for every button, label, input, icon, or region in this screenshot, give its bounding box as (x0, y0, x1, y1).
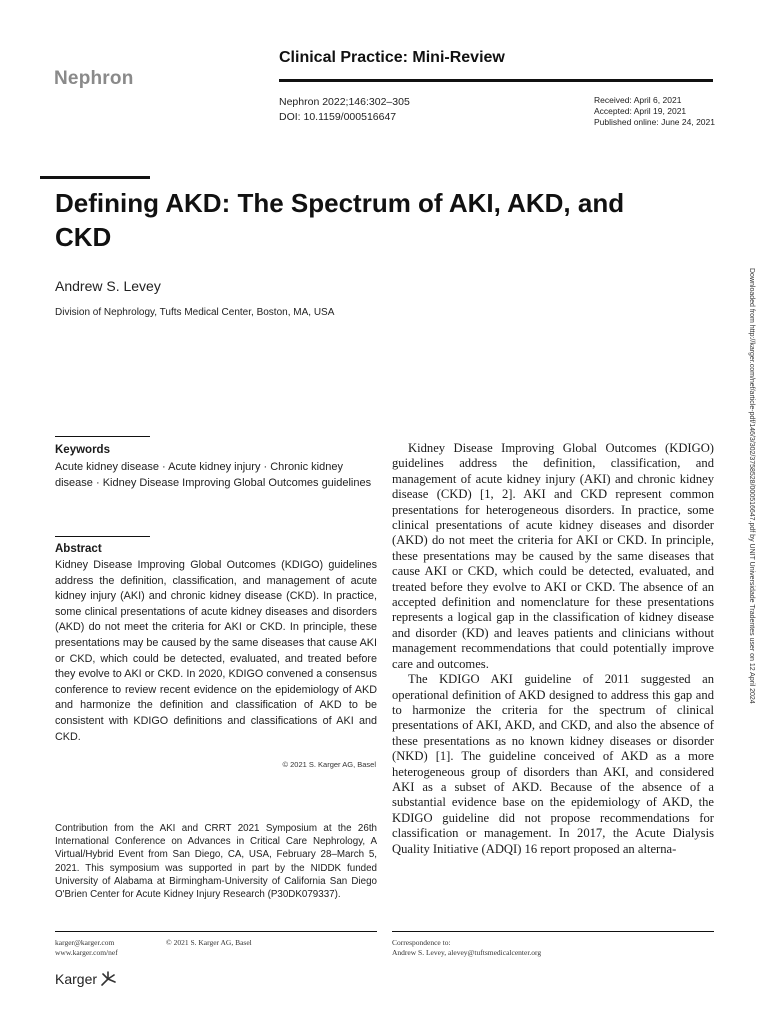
footer-copyright: © 2021 S. Karger AG, Basel (166, 938, 252, 947)
karger-logo (55, 970, 117, 988)
published-date: Published online: June 24, 2021 (594, 117, 715, 127)
footer-rule-right (392, 931, 714, 932)
keywords-heading: Keywords (55, 444, 110, 456)
correspondence-block (392, 938, 541, 958)
keywords-rule (55, 436, 150, 437)
abstract-text: Kidney Disease Improving Global Outcomes (KDIGO) guidelines address the definition, classification, and management of acute kidney injury (AKI) and chronic kidney disease (CKD). In practice, some clinical presentations of acute kidney diseases and disorders (AKD) do not meet the criteria for AKI or CKD. In principle, these presentations may be caused by the same diseases that cause AKI or CKD, which could be detected, evaluated, and treated before they evolve to AKI or CKD. In 2020, KDIGO convened a consensus conference to review recent evidence on the epidemiology of AKD and harmonize the definition and classification of AKD to be consistent with KDIGO definitions and classifications of AKI and CKD. (55, 559, 377, 743)
correspondence-address[interactable]: Andrew S. Levey, alevey@tuftsmedicalcenter.org (392, 948, 542, 957)
author-affiliation: Division of Nephrology, Tufts Medical Center, Boston, MA, USA (55, 307, 335, 318)
doi-link[interactable]: DOI: 10.1159/000516647 (279, 111, 397, 123)
citation: Nephron 2022;146:302–305 (279, 96, 410, 108)
abstract-rule (55, 536, 150, 537)
download-note: Downloaded from http://karger.com/nef/article-pdf/146/3/302/3758528/000516647.pdf by UNIT Universidade Tradentes user on 12 April 2024 (748, 268, 755, 704)
footer-rule-left (55, 931, 377, 932)
karger-logo-icon (99, 970, 117, 988)
citation-block (279, 95, 410, 125)
body-paragraph: Kidney Disease Improving Global Outcomes (KDIGO) guidelines address the definition, classification, and management of acute kidney injury (AKI) and chronic kidney disease (CKD) [1, 2]. AKI and CKD represent common presentations for heterogeneous disorders. In practice, some clinical presentations of acute kidney diseases and disorder (AKD) do not meet the criteria for AKI or CKD. In principle, these presentations may be caused by the same diseases that cause AKI or CKD, which could be detected, evaluated, and treated before they evolve to AKI or CKD. The absence of an accepted definition and nomenclature for these presentations represents a logical gap in the classification of kidney disease and disorder (KD) and leaves patients and clinicians without management recommendations that could potentially improve care and outcomes. (392, 441, 714, 671)
body-paragraph: The KDIGO AKI guideline of 2011 suggested an operational definition of AKD designed to address this gap and to harmonize the criteria for the spectrum of clinical presentations of AKI, AKD, and CKD, and also the absence of these presentations as no known kidney diseases or disorder (NKD) [1]. The guideline conceived of AKD as a more heterogeneous group of disorders than AKI, and considered AKI as a subset of AKD. Because of the absence of a substantial evidence base on the epidemiology of AKD, the KDIGO guideline did not propose recommendations for classification or management. In 2017, the Acute Dialysis Quality Initiative (ADQI) 16 report proposed an alterna- (392, 672, 714, 856)
title-rule (40, 176, 150, 179)
article-title: Defining AKD: The Spectrum of AKI, AKD, and CKD (55, 188, 625, 252)
publisher-website[interactable]: www.karger.com/nef (55, 948, 118, 957)
abstract-copyright: © 2021 S. Karger AG, Basel (282, 760, 376, 769)
abstract-heading: Abstract (55, 543, 102, 555)
received-date: Received: April 6, 2021 (594, 95, 682, 105)
karger-logo-text: Karger (55, 971, 98, 987)
publisher-email[interactable]: karger@karger.com (55, 938, 115, 947)
section-heading: Clinical Practice: Mini-Review (279, 49, 505, 66)
header-rule (279, 79, 713, 82)
correspondence-label: Correspondence to: (392, 938, 451, 947)
dates-block (594, 95, 715, 128)
keywords-text: Acute kidney disease · Acute kidney injury · Chronic kidney disease · Kidney Disease Improving Global Outcomes guidelines (55, 461, 372, 489)
contribution-note: Contribution from the AKI and CRRT 2021 Symposium at the 26th International Conference on Advances in Critical Care Nephrology, A Virtual/Hybrid Event from San Diego, CA, USA, February 28–March 5, 2021. This symposium was supported in part by the NIDDK funded University of Alabama at Birmingham-University of California San Diego O'Brien Center for Acute Kidney Injury Research (P30DK079337). (55, 823, 377, 901)
body-text (392, 441, 714, 857)
publisher-contact (55, 938, 118, 958)
accepted-date: Accepted: April 19, 2021 (594, 106, 687, 116)
journal-name: Nephron (54, 68, 134, 89)
author-name: Andrew S. Levey (55, 278, 161, 294)
